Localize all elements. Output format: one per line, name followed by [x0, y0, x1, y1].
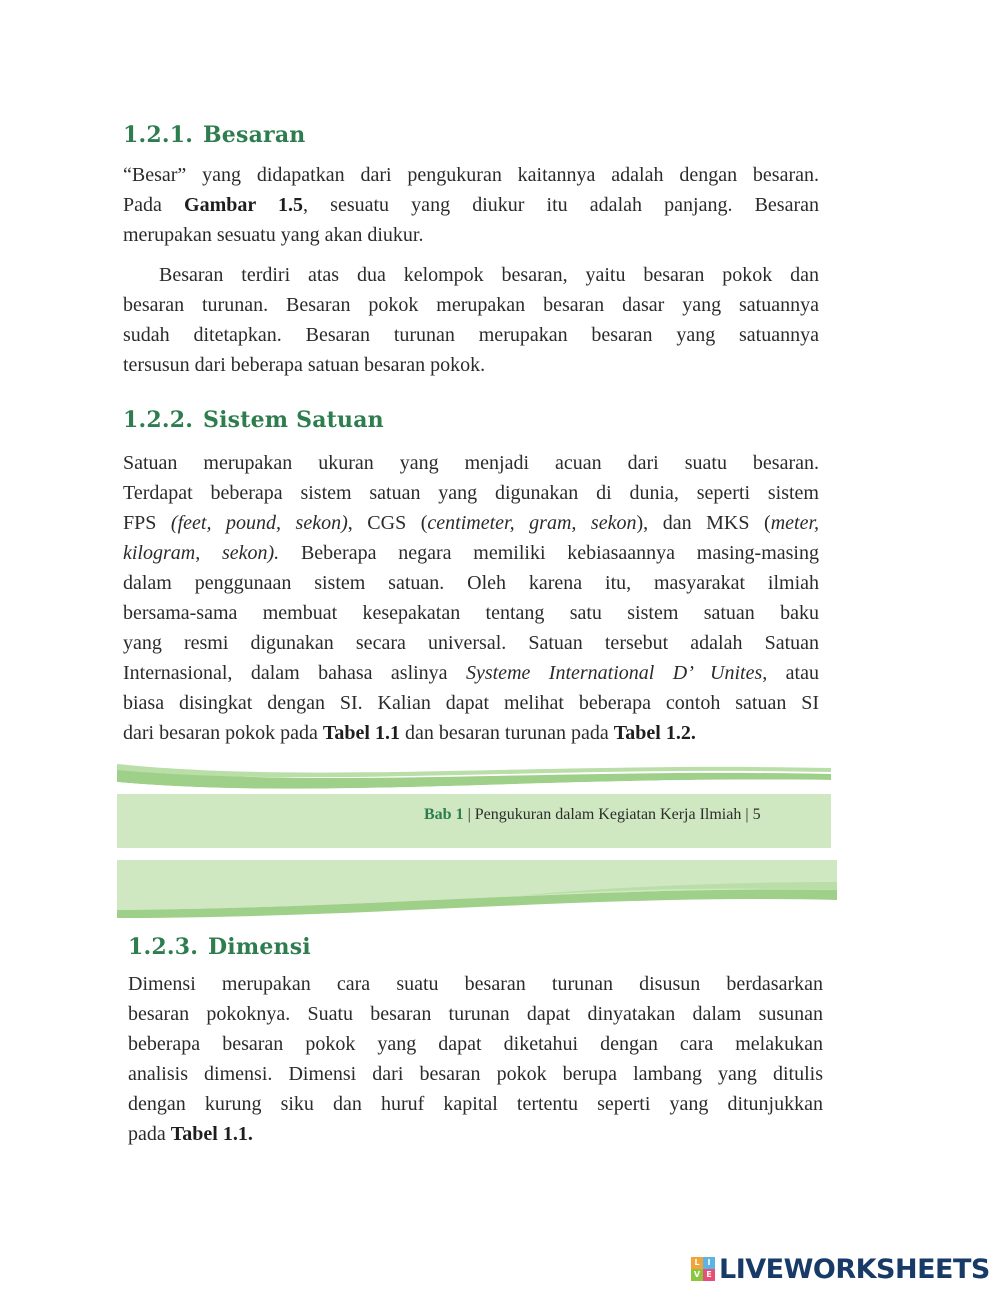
section-heading-besaran: [123, 122, 305, 148]
text-line: biasa disingkat dengan SI. Kalian dapat melihat beberapa contoh satuan SI: [123, 692, 819, 714]
text-line: merupakan sesuatu yang akan diukur.: [123, 224, 424, 246]
text-line: Satuan merupakan ukuran yang menjadi acuan dari suatu besaran.: [123, 452, 819, 474]
bold-ref: Tabel 1.1.: [170, 1123, 253, 1145]
page-footer: Bab 1 | Pengukuran dalam Kegiatan Kerja Ilmiah | 5: [424, 806, 761, 823]
bold-ref: Tabel 1.2.: [613, 722, 696, 744]
section-title: Sistem Satuan: [203, 407, 384, 433]
text-line: “Besar” yang didapatkan dari pengukuran kaitannya adalah dengan besaran.: [123, 164, 819, 186]
paragraph-dimensi: [128, 969, 823, 1149]
section-heading-dimensi: [128, 934, 311, 960]
header-wave-band: [117, 860, 837, 920]
liveworksheets-icon: L I V E: [691, 1257, 715, 1281]
text-line: yang resmi digunakan secara universal. Satuan tersebut adalah Satuan: [123, 632, 819, 654]
text-line: bersama-sama membuat kesepakatan tentang satu sistem satuan baku: [123, 602, 819, 624]
text-line: Internasional, dalam bahasa aslinya Systeme International D’ Unites, atau: [123, 662, 819, 684]
section-number: 1.2.2.: [123, 407, 194, 433]
section-title: Besaran: [203, 122, 306, 148]
footer-chapter: Bab 1: [424, 806, 464, 823]
text-line: Terdapat beberapa sistem satuan yang digunakan di dunia, seperti sistem: [123, 482, 819, 504]
section-title: Dimensi: [208, 934, 311, 960]
text-line: analisis dimensi. Dimensi dari besaran pokok berupa lambang yang ditulis: [128, 1063, 823, 1085]
footer-page-number: 5: [752, 806, 761, 823]
text-line: Besaran terdiri atas dua kelompok besaran, yaitu besaran pokok dan: [159, 264, 819, 286]
text-line: sudah ditetapkan. Besaran turunan merupakan besaran yang satuannya: [123, 324, 819, 346]
section-number: 1.2.3.: [128, 934, 199, 960]
text-line: Dimensi merupakan cara suatu besaran turunan disusun berdasarkan: [128, 973, 823, 995]
text-line: pada Tabel 1.1.: [128, 1123, 253, 1145]
text-line: besaran pokoknya. Suatu besaran turunan dapat dinyatakan dalam susunan: [128, 1003, 823, 1025]
text-line: tersusun dari beberapa satuan besaran pokok.: [123, 354, 486, 376]
liveworksheets-wordmark: LIVEWORKSHEETS: [719, 1253, 990, 1285]
paragraph-sistem-satuan: [123, 448, 819, 748]
bold-ref: Gambar 1.5: [184, 194, 304, 216]
text-line: Pada Gambar 1.5, sesuatu yang diukur itu adalah panjang. Besaran: [123, 194, 819, 216]
footer-wave-band: [117, 760, 831, 848]
footer-title: Pengukuran dalam Kegiatan Kerja Ilmiah: [474, 806, 742, 823]
bold-ref: Tabel 1.1: [322, 722, 400, 744]
text-line: besaran turunan. Besaran pokok merupakan besaran dasar yang satuannya: [123, 294, 819, 316]
section-heading-sistem-satuan: [123, 407, 384, 433]
paragraph-besaran-1: [123, 160, 819, 250]
text-line: kilogram, sekon). Beberapa negara memiliki kebiasaannya masing-masing: [123, 542, 819, 564]
text-line: dalam penggunaan sistem satuan. Oleh karena itu, masyarakat ilmiah: [123, 572, 819, 594]
section-number: 1.2.1.: [123, 122, 194, 148]
text-line: beberapa besaran pokok yang dapat diketahui dengan cara melakukan: [128, 1033, 823, 1055]
paragraph-besaran-2: [123, 260, 819, 380]
text-line: dari besaran pokok pada Tabel 1.1 dan besaran turunan pada Tabel 1.2.: [123, 722, 696, 744]
liveworksheets-logo[interactable]: [691, 1253, 990, 1285]
text-line: FPS (feet, pound, sekon), CGS (centimeter, gram, sekon), dan MKS (meter,: [123, 512, 820, 534]
text-line: dengan kurung siku dan huruf kapital tertentu seperti yang ditunjukkan: [128, 1093, 823, 1115]
